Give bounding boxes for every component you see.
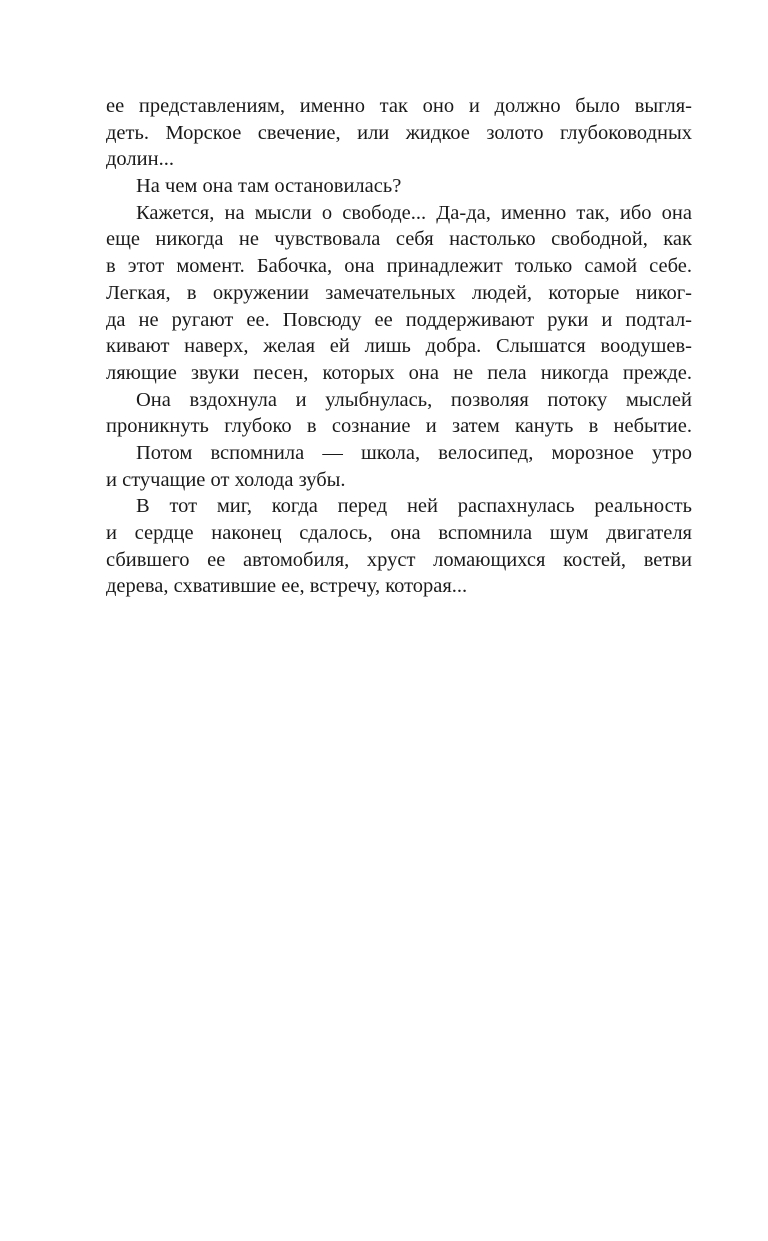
text-line: еще никогда не чувствовала себя настолько свободной, как (106, 228, 692, 251)
text-line: Кажется, на мысли о свободе... Да-да, именно так, ибо она (136, 201, 692, 224)
text-line: да не ругают ее. Повсюду ее поддерживают руки и подтал- (106, 308, 692, 331)
body-text (106, 93, 692, 600)
text-line: в этот момент. Бабочка, она принадлежит только самой себе. (106, 255, 692, 278)
text-line: и сердце наконец сдалось, она вспомнила шум двигателя (106, 522, 692, 544)
text-line: В тот миг, когда перед ней распахнулась реальность (136, 495, 692, 518)
text-line: Легкая, в окружении замечательных людей, которые никог- (106, 281, 692, 304)
text-line: деть. Морское свечение, или жидкое золото глубоководных (106, 121, 692, 144)
text-line: сбившего ее автомобиля, хруст ломающихся костей, ветви (106, 548, 692, 571)
text-line: кивают наверх, желая ей лишь добра. Слышатся воодушев- (106, 335, 692, 358)
text-line: Она вздохнула и улыбнулась, позволяя потоку мыслей (136, 388, 692, 411)
text-line: проникнуть глубоко в сознание и затем кануть в небытие. (106, 415, 692, 438)
text-line: долин... (106, 148, 174, 171)
text-line: ее представлениям, именно так оно и должно было выгля- (106, 95, 692, 117)
text-line: дерева, схватившие ее, встречу, которая... (106, 575, 468, 598)
text-line: ляющие звуки песен, которых она не пела никогда прежде. (106, 361, 692, 384)
text-line: На чем она там остановилась? (136, 175, 402, 198)
text-line: Потом вспомнила — школа, велосипед, морозное утро (136, 441, 692, 464)
text-line: и стучащие от холода зубы. (106, 468, 346, 491)
